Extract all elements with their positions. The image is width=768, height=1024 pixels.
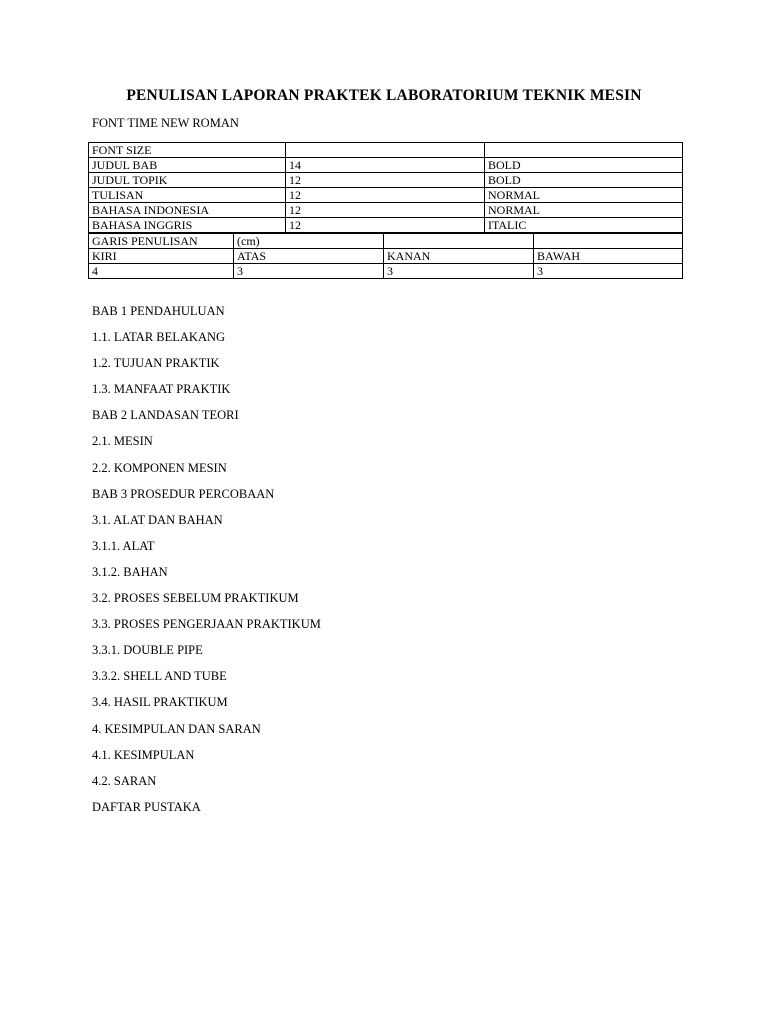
table-header-cell: GARIS PENULISAN (89, 234, 234, 249)
table-row (89, 188, 683, 203)
list-item: 3.1.1. ALAT (92, 538, 155, 553)
table-cell: 14 (286, 158, 485, 173)
table-header-cell: FONT SIZE (89, 143, 286, 158)
table-cell: JUDUL TOPIK (89, 173, 286, 188)
table-cell: ITALIC (485, 218, 683, 233)
table-of-contents (92, 302, 321, 824)
table-header-cell: BAWAH (534, 249, 683, 264)
list-item: 3.1.2. BAHAN (92, 564, 168, 579)
table-row (89, 158, 683, 173)
list-item: 3.4. HASIL PRAKTIKUM (92, 695, 228, 710)
table-row (89, 173, 683, 188)
list-item: 3.3.1. DOUBLE PIPE (92, 643, 203, 658)
table-row (89, 264, 683, 279)
document-title: PENULISAN LAPORAN PRAKTEK LABORATORIUM TEKNIK MESIN (126, 87, 642, 104)
table-header-cell (534, 234, 683, 249)
table-cell: 3 (534, 264, 683, 279)
list-item: 2.1. MESIN (92, 434, 153, 449)
list-item: 3.3.2. SHELL AND TUBE (92, 669, 227, 684)
table-header-cell: (cm) (234, 234, 384, 249)
list-item: BAB 2 LANDASAN TEORI (92, 408, 239, 423)
table-cell: 3 (234, 264, 384, 279)
font-note: FONT TIME NEW ROMAN (92, 116, 239, 130)
table-cell: 3 (384, 264, 534, 279)
list-item: 1.1. LATAR BELAKANG (92, 330, 226, 345)
table-cell: BAHASA INGGRIS (89, 218, 286, 233)
table-header-cell: KANAN (384, 249, 534, 264)
table-cell: NORMAL (485, 203, 683, 218)
list-item: 4.2. SARAN (92, 773, 157, 788)
font-size-table (88, 142, 683, 233)
list-item: 4. KESIMPULAN DAN SARAN (92, 721, 261, 736)
list-item: 3.3. PROSES PENGERJAAN PRAKTIKUM (92, 617, 321, 632)
list-item: BAB 1 PENDAHULUAN (92, 304, 225, 318)
list-item: 3.1. ALAT DAN BAHAN (92, 512, 223, 527)
table-header-cell (384, 234, 534, 249)
table-cell: NORMAL (485, 188, 683, 203)
table-cell: 12 (286, 203, 485, 218)
list-item: BAB 3 PROSEDUR PERCOBAAN (92, 486, 275, 501)
margin-header-row (89, 249, 683, 264)
table-cell: JUDUL BAB (89, 158, 286, 173)
table-cell: 12 (286, 188, 485, 203)
table-cell: 4 (89, 264, 234, 279)
list-item: 3.2. PROSES SEBELUM PRAKTIKUM (92, 591, 299, 606)
table-cell: 12 (286, 173, 485, 188)
font-table-header-row (89, 143, 683, 158)
table-header-cell: KIRI (89, 249, 234, 264)
table-row (89, 203, 683, 218)
table-cell: BAHASA INDONESIA (89, 203, 286, 218)
table-cell: 12 (286, 218, 485, 233)
table-row (89, 218, 683, 233)
table-header-cell (485, 143, 683, 158)
table-cell: BOLD (485, 158, 683, 173)
list-item: 2.2. KOMPONEN MESIN (92, 460, 227, 475)
margin-table (88, 233, 683, 279)
table-cell: TULISAN (89, 188, 286, 203)
list-item: 1.3. MANFAAT PRAKTIK (92, 382, 231, 397)
table-header-cell (286, 143, 485, 158)
list-item: DAFTAR PUSTAKA (92, 799, 201, 814)
list-item: 4.1. KESIMPULAN (92, 747, 195, 762)
table-header-cell: ATAS (234, 249, 384, 264)
margin-caption-row (89, 234, 683, 249)
table-cell: BOLD (485, 173, 683, 188)
list-item: 1.2. TUJUAN PRAKTIK (92, 356, 220, 371)
